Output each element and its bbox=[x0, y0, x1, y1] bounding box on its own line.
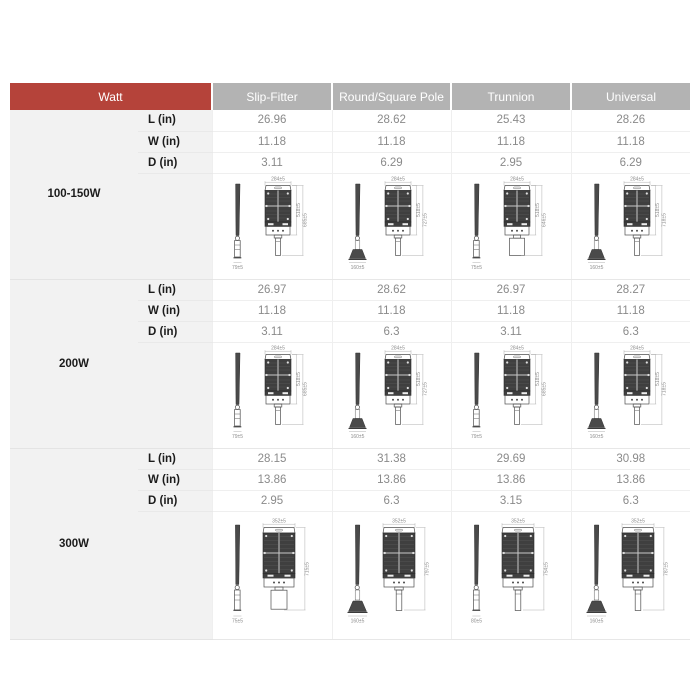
side-view bbox=[587, 184, 605, 271]
technical-drawing-cell bbox=[212, 511, 332, 639]
dimension-value: 11.18 bbox=[571, 131, 690, 152]
dim-label-top: 284±5 bbox=[390, 175, 405, 182]
dimension-value: 29.69 bbox=[451, 448, 571, 469]
side-view bbox=[232, 353, 243, 440]
dim-label-inner: 518±5 bbox=[535, 371, 542, 386]
fixture-drawing-trunnion bbox=[452, 517, 570, 629]
side-view bbox=[232, 184, 243, 271]
dim-label-base: 75±5 bbox=[231, 618, 244, 624]
column-header-trunnion: Trunnion bbox=[451, 83, 571, 110]
dim-label-inner: 518±5 bbox=[415, 371, 422, 386]
dim-label-top: 284±5 bbox=[390, 344, 405, 351]
dim-label-overall: 727±5 bbox=[422, 212, 429, 227]
front-view bbox=[504, 176, 548, 255]
dim-label-top: 352±5 bbox=[511, 517, 525, 524]
technical-drawing-cell bbox=[571, 173, 690, 279]
drawing-row-spacer bbox=[138, 511, 212, 639]
dimension-row-label: D (in) bbox=[138, 152, 212, 173]
dimension-value: 6.29 bbox=[332, 152, 451, 173]
dim-label-base: 160±5 bbox=[350, 433, 364, 440]
dim-label-base: 79±5 bbox=[231, 433, 244, 440]
front-view bbox=[622, 518, 670, 610]
column-header-round-square-pole: Round/Square Pole bbox=[332, 83, 451, 110]
dim-label-base: 160±5 bbox=[589, 618, 604, 624]
dim-label-top: 352±5 bbox=[391, 517, 406, 524]
dimension-value: 31.38 bbox=[332, 448, 451, 469]
side-view bbox=[347, 525, 367, 625]
technical-drawing-cell bbox=[332, 173, 451, 279]
dimension-value: 6.29 bbox=[571, 152, 690, 173]
dim-label-base: 79±5 bbox=[470, 433, 483, 440]
dim-label-top: 284±5 bbox=[271, 344, 285, 351]
fixture-drawing-round-square-pole bbox=[333, 344, 451, 442]
dimension-value: 28.62 bbox=[332, 110, 451, 131]
spec-table-body bbox=[10, 83, 690, 639]
dimension-value: 6.3 bbox=[571, 490, 690, 511]
dim-label-overall: 754±5 bbox=[543, 561, 550, 576]
technical-drawing-cell bbox=[332, 342, 451, 448]
side-view bbox=[471, 353, 482, 440]
dim-label-base: 160±5 bbox=[350, 618, 364, 624]
fixture-drawing-universal bbox=[572, 517, 690, 629]
fixture-drawing-trunnion bbox=[452, 344, 570, 442]
technical-drawing-cell bbox=[332, 511, 451, 639]
dim-label-top: 352±5 bbox=[272, 517, 286, 524]
dim-label-inner: 518±5 bbox=[535, 202, 542, 217]
dim-label-overall: 718±5 bbox=[661, 381, 668, 396]
column-header-universal: Universal bbox=[571, 83, 690, 110]
dimension-value: 13.86 bbox=[571, 469, 690, 490]
dim-label-overall: 715±5 bbox=[304, 561, 311, 576]
dimension-value: 25.43 bbox=[451, 110, 571, 131]
side-view bbox=[348, 184, 366, 271]
dim-label-base: 79±5 bbox=[231, 264, 244, 271]
dim-label-overall: 685±5 bbox=[302, 381, 309, 396]
dimension-row-label: D (in) bbox=[138, 321, 212, 342]
dim-label-top: 284±5 bbox=[271, 175, 285, 182]
dimensions-spec-table bbox=[10, 83, 690, 640]
dim-label-base: 80±5 bbox=[470, 618, 483, 624]
dimension-value: 11.18 bbox=[332, 300, 451, 321]
front-view bbox=[502, 518, 550, 610]
fixture-drawing-round-square-pole bbox=[333, 517, 451, 629]
dimension-value: 11.18 bbox=[212, 300, 332, 321]
dim-label-overall: 718±5 bbox=[661, 212, 668, 227]
front-view bbox=[624, 176, 668, 255]
technical-drawing-cell bbox=[451, 173, 571, 279]
fixture-drawing-slip-fitter bbox=[213, 344, 331, 442]
dimension-value: 2.95 bbox=[451, 152, 571, 173]
dim-label-inner: 518±5 bbox=[415, 202, 422, 217]
dim-label-top: 352±5 bbox=[630, 517, 645, 524]
dimension-value: 11.18 bbox=[212, 131, 332, 152]
front-view bbox=[504, 345, 548, 424]
fixture-drawing-round-square-pole bbox=[333, 175, 451, 273]
technical-drawing-cell bbox=[451, 342, 571, 448]
dim-label-top: 284±5 bbox=[510, 175, 524, 182]
dim-label-overall: 787±5 bbox=[663, 561, 670, 576]
dimension-value: 11.18 bbox=[571, 300, 690, 321]
dimension-row-label: D (in) bbox=[138, 490, 212, 511]
side-view bbox=[586, 525, 606, 625]
dim-label-overall: 797±5 bbox=[424, 561, 431, 576]
header-row bbox=[10, 83, 690, 110]
dimension-value: 26.97 bbox=[212, 279, 332, 300]
dimension-value: 13.86 bbox=[212, 469, 332, 490]
dim-label-inner: 518±5 bbox=[654, 202, 661, 217]
dimension-row-label: L (in) bbox=[138, 279, 212, 300]
technical-drawing-cell bbox=[212, 173, 332, 279]
spec-sheet bbox=[10, 83, 690, 640]
drawing-row-spacer bbox=[138, 342, 212, 448]
dim-label-base: 75±5 bbox=[470, 264, 483, 271]
side-view bbox=[471, 525, 482, 625]
fixture-drawing-trunnion bbox=[452, 175, 570, 273]
dimension-value: 6.3 bbox=[571, 321, 690, 342]
front-view bbox=[265, 176, 309, 255]
dimension-value: 26.97 bbox=[451, 279, 571, 300]
dimension-value: 3.11 bbox=[212, 321, 332, 342]
dim-label-inner: 518±5 bbox=[296, 371, 303, 386]
dimension-value: 28.26 bbox=[571, 110, 690, 131]
dimension-row-label: W (in) bbox=[138, 469, 212, 490]
column-header-slip-fitter: Slip-Fitter bbox=[212, 83, 332, 110]
technical-drawing-cell bbox=[571, 511, 690, 639]
dimension-value: 3.15 bbox=[451, 490, 571, 511]
front-view bbox=[263, 518, 311, 610]
dimension-value: 11.18 bbox=[332, 131, 451, 152]
dimension-value: 28.15 bbox=[212, 448, 332, 469]
dim-label-top: 284±5 bbox=[629, 175, 644, 182]
front-view bbox=[624, 345, 668, 424]
dim-label-base: 160±5 bbox=[350, 264, 364, 271]
dim-label-top: 284±5 bbox=[510, 344, 524, 351]
dim-label-base: 160±5 bbox=[589, 433, 604, 440]
watt-group-label: 300W bbox=[10, 448, 138, 639]
technical-drawing-cell bbox=[571, 342, 690, 448]
side-view bbox=[348, 353, 366, 440]
dimension-row-label: L (in) bbox=[138, 448, 212, 469]
dim-label-overall: 646±5 bbox=[541, 212, 548, 227]
side-view bbox=[471, 184, 482, 271]
dimension-value: 6.3 bbox=[332, 321, 451, 342]
front-view bbox=[385, 176, 429, 255]
fixture-drawing-slip-fitter bbox=[213, 175, 331, 273]
fixture-drawing-universal bbox=[572, 175, 690, 273]
watt-column-header: Watt bbox=[10, 83, 212, 110]
dimension-row bbox=[10, 110, 690, 131]
dim-label-inner: 518±5 bbox=[296, 202, 303, 217]
dimension-value: 11.18 bbox=[451, 131, 571, 152]
dim-label-top: 284±5 bbox=[629, 344, 644, 351]
dim-label-overall: 685±5 bbox=[541, 381, 548, 396]
dimension-value: 11.18 bbox=[451, 300, 571, 321]
watt-group-label: 100-150W bbox=[10, 110, 138, 279]
dimension-value: 3.11 bbox=[212, 152, 332, 173]
dimension-value: 28.62 bbox=[332, 279, 451, 300]
front-view bbox=[265, 345, 309, 424]
fixture-drawing-slip-fitter bbox=[213, 517, 331, 629]
fixture-drawing-universal bbox=[572, 344, 690, 442]
side-view bbox=[587, 353, 605, 440]
dim-label-overall: 727±5 bbox=[422, 381, 429, 396]
dimension-value: 6.3 bbox=[332, 490, 451, 511]
dimension-value: 13.86 bbox=[451, 469, 571, 490]
dimension-row bbox=[10, 279, 690, 300]
drawing-row-spacer bbox=[138, 173, 212, 279]
dimension-value: 2.95 bbox=[212, 490, 332, 511]
dimension-row-label: W (in) bbox=[138, 300, 212, 321]
side-view bbox=[232, 525, 243, 625]
dim-label-inner: 518±5 bbox=[654, 371, 661, 386]
front-view bbox=[385, 345, 429, 424]
dim-label-overall: 685±5 bbox=[302, 212, 309, 227]
technical-drawing-cell bbox=[451, 511, 571, 639]
dim-label-base: 160±5 bbox=[589, 264, 604, 271]
dimension-value: 26.96 bbox=[212, 110, 332, 131]
dimension-value: 3.11 bbox=[451, 321, 571, 342]
dimension-row-label: W (in) bbox=[138, 131, 212, 152]
dimension-value: 13.86 bbox=[332, 469, 451, 490]
dimension-value: 30.98 bbox=[571, 448, 690, 469]
technical-drawing-cell bbox=[212, 342, 332, 448]
front-view bbox=[383, 518, 431, 610]
dimension-row-label: L (in) bbox=[138, 110, 212, 131]
dimension-value: 28.27 bbox=[571, 279, 690, 300]
dimension-row bbox=[10, 448, 690, 469]
watt-group-label: 200W bbox=[10, 279, 138, 448]
